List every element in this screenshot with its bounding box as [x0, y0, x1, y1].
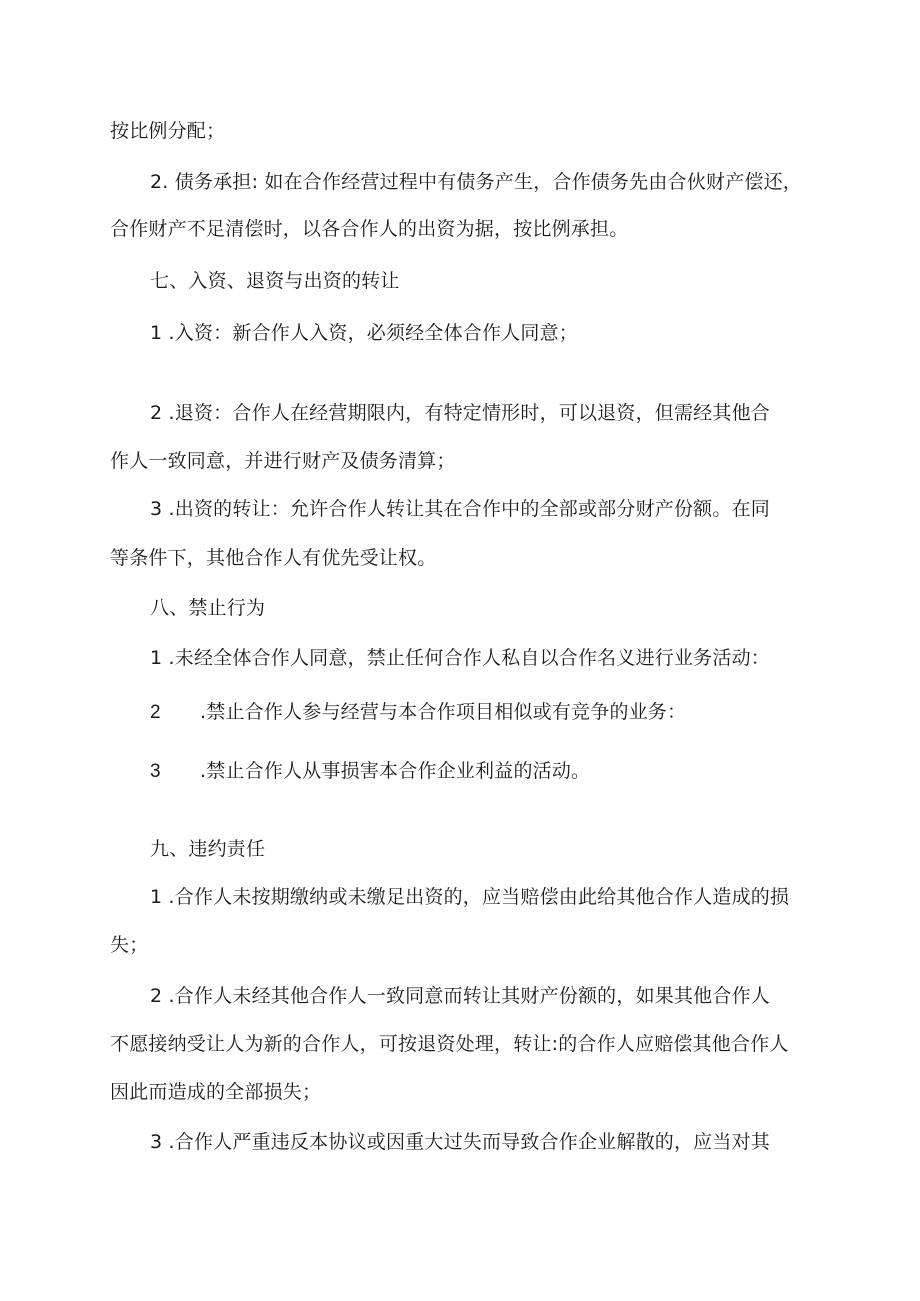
- clause-9-2: 2 .合作人未经其他合作人一致同意而转让其财产份额的，如果其他合作人: [150, 985, 770, 1007]
- clause-7-3: 等条件下，其他合作人有优先受让权。: [110, 547, 437, 569]
- clause-7-3: 3 .出资的转让：允许合作人转让其在合作中的全部或部分财产份额。在同: [150, 498, 770, 520]
- clause-number: 2: [150, 702, 161, 723]
- clause-9-3: 3 .合作人严重违反本协议或因重大过失而导致合作企业解散的，应当对其: [150, 1131, 770, 1153]
- section-heading-7: 七、入资、退资与出资的转让: [150, 270, 400, 292]
- clause-9-1: 1 .合作人未按期缴纳或未缴足出资的，应当赔偿由此给其他合作人造成的损: [150, 886, 790, 908]
- clause-text: .禁止合作人从事损害本合作企业利益的活动。: [200, 760, 591, 782]
- clause-7-2: 作人一致同意，并进行财产及债务清算；: [110, 450, 456, 472]
- section-heading-8: 八、禁止行为: [150, 597, 266, 619]
- clause-8-1: 1 .未经全体合作人同意，禁止任何合作人私自以合作名义进行业务活动：: [150, 647, 770, 669]
- clause-8-3: [150, 758, 850, 785]
- clause-7-1: 1 .入资：新合作人入资，必须经全体合作人同意；: [150, 322, 578, 344]
- clause-number: 3: [150, 761, 161, 782]
- clause-9-2: 因此而造成的全部损失；: [110, 1081, 322, 1103]
- clause-9-1: 失；: [110, 934, 149, 956]
- debt-clause-line: 合作财产不足清偿时，以各合作人的出资为据，按比例承担。: [110, 218, 629, 240]
- clause-text: .禁止合作人参与经营与本合作项目相似或有竞争的业务：: [200, 701, 687, 723]
- clause-7-2: 2 .退资：合作人在经营期限内，有特定情形时，可以退资，但需经其他合: [150, 402, 770, 424]
- clause-8-2: [150, 699, 850, 726]
- debt-clause-line: 2. 债务承担: 如在合作经营过程中有债务产生，合作债务先由合伙财产偿还，: [150, 171, 803, 193]
- paragraph-line: 按比例分配；: [110, 120, 226, 142]
- clause-9-2: 不愿接纳受让人为新的合作人，可按退资处理，转让:的合作人应赔偿其他合作人: [110, 1033, 789, 1055]
- section-heading-9: 九、违约责任: [150, 838, 266, 860]
